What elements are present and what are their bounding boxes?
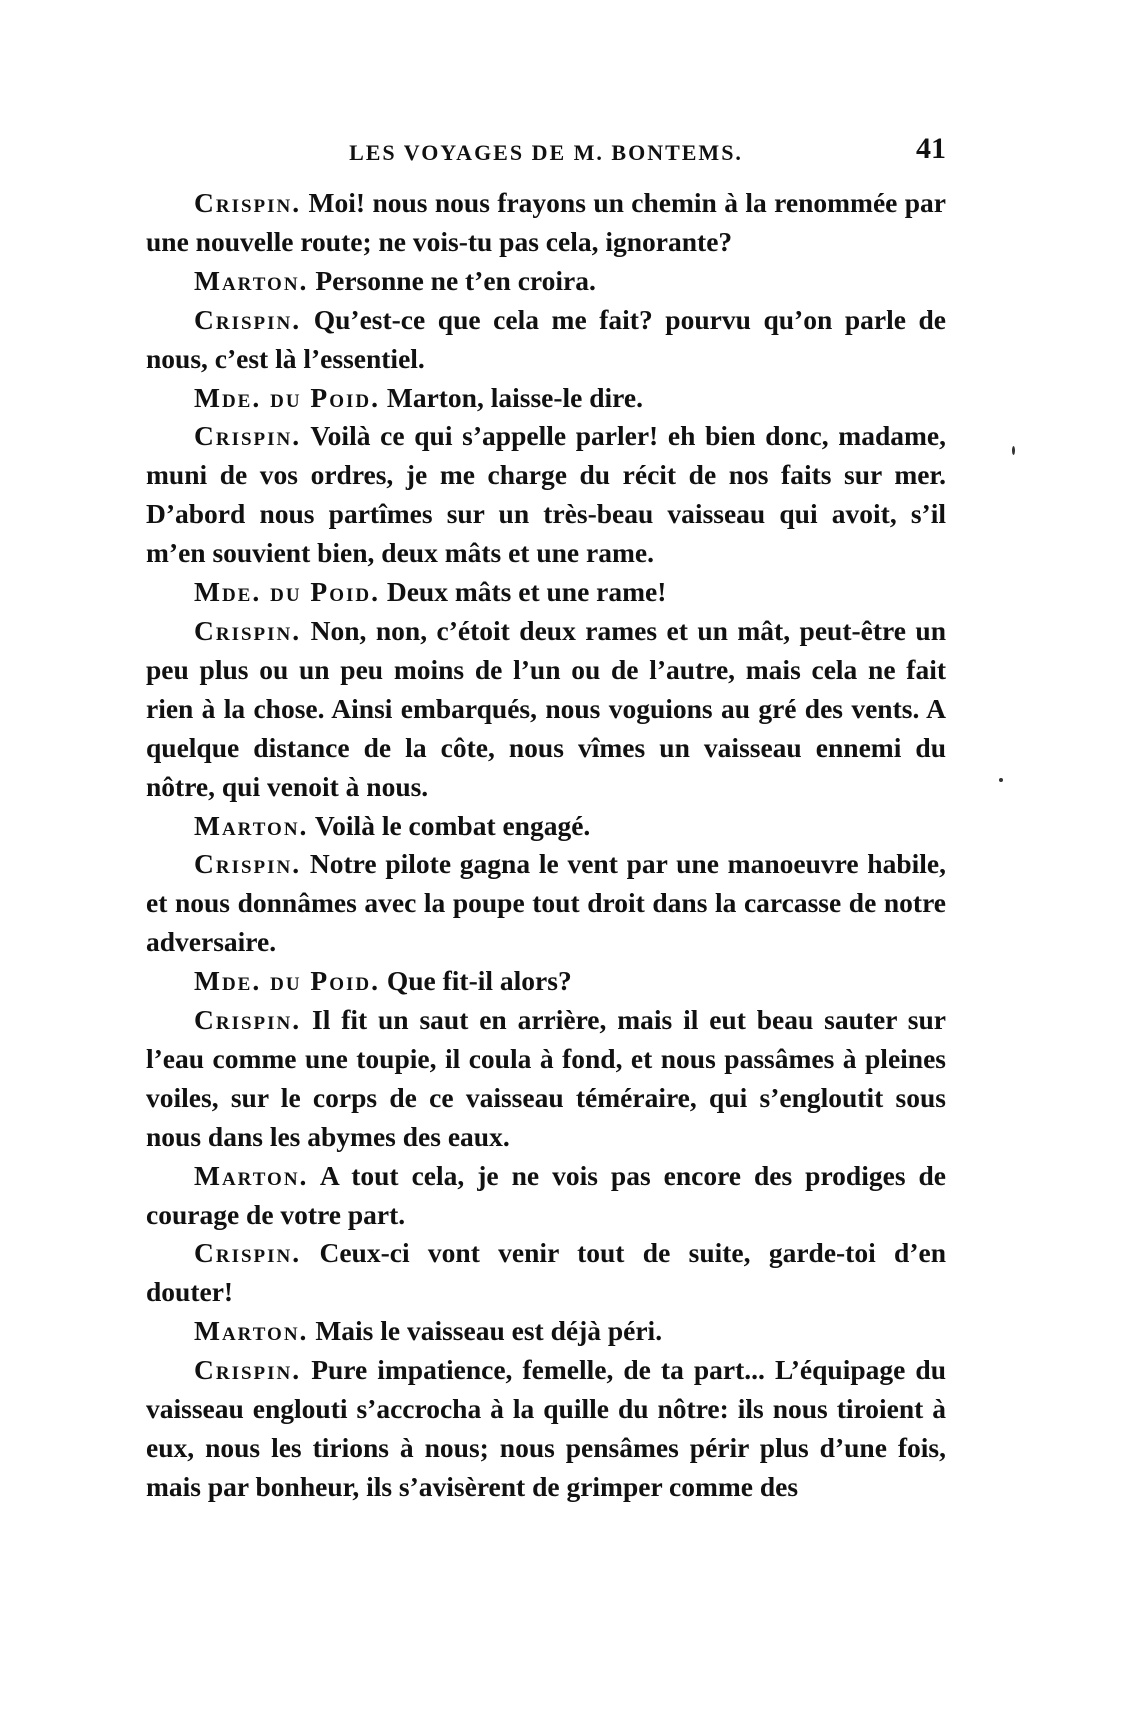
speech-text: Il fit un saut en arrière, mais il eut beau sauter sur l’eau comme une toupie, il coula à fond, et nous passâmes à pleines voiles, sur le corps de ce vaisseau téméraire, qui s’engloutit sous nous dans les abymes des eaux.: [146, 1004, 947, 1152]
speech-text: Qu’est-ce que cela me fait? pourvu qu’on parle de nous, c’est là l’essentiel.: [146, 303, 947, 374]
speech-text: Personne ne t’en croira.: [315, 264, 596, 296]
paragraph: [146, 573, 946, 612]
paragraph: [146, 379, 946, 418]
paragraph: [146, 184, 946, 262]
paragraph: [146, 1157, 946, 1235]
page-number: 41: [916, 132, 946, 165]
paragraph: [146, 807, 946, 846]
speaker-name: Crispin.: [194, 303, 302, 335]
speech-text: Moi! nous nous frayons un chemin à la renommée par une nouvelle route; ne vois-tu pas cela, ignorante?: [146, 187, 946, 257]
speaker-name: Marton.: [194, 1159, 309, 1191]
running-head: [146, 132, 946, 176]
speech-text: Ceux-ci vont venir tout de suite, garde-toi d’en douter!: [146, 1237, 947, 1308]
speech-text: Marton, laisse-le dire.: [386, 381, 643, 413]
paragraph: [146, 262, 946, 301]
scan-speck: [1012, 446, 1015, 455]
speaker-name: Crispin.: [194, 1237, 302, 1269]
paragraph: [146, 1312, 946, 1351]
speech-text: Non, non, c’étoit deux rames et un mât, peut-être un peu plus ou un peu moins de l’un ou de l’autre, mais cela ne fait rien à la chose. Ainsi embarqués, nous voguions au gré des vents. A quelque distance de la côte, nous vîmes un vaisseau ennemi du nôtre, qui venoit à nous.: [146, 614, 947, 802]
paragraph: [146, 962, 946, 1001]
paragraph: [146, 845, 946, 962]
speech-text: Que fit-il alors?: [386, 965, 572, 997]
speaker-name: Crispin.: [194, 1004, 302, 1036]
speech-text: A tout cela, je ne vois pas encore des prodiges de courage de votre part.: [146, 1159, 946, 1230]
page-body: [146, 184, 946, 1507]
paragraph: [146, 417, 946, 573]
speaker-name: Mde. du Poid.: [194, 576, 380, 608]
speech-text: Pure impatience, femelle, de ta part... L’équipage du vaisseau englouti s’accrocha à la quille du nôtre: ils nous tiroient à eux, nous les tirions à nous; nous pensâmes périr plus d’une fois, mais par bonheur, ils s’avisèrent de grimper comme des: [146, 1354, 947, 1502]
speaker-name: Crispin.: [194, 1354, 302, 1386]
speech-text: Voilà ce qui s’appelle parler! eh bien donc, madame, muni de vos ordres, je me charge du récit de nos faits sur mer. D’abord nous partîmes sur un très-beau vaisseau qui avoit, s’il m’en souvient bien, deux mâts et une rame.: [146, 420, 946, 569]
paragraph: [146, 1234, 946, 1312]
paragraph: [146, 301, 946, 379]
speaker-name: Marton.: [194, 1315, 309, 1347]
paragraph: [146, 1351, 946, 1507]
speaker-name: Crispin.: [194, 187, 302, 218]
speaker-name: Mde. du Poid.: [194, 381, 380, 413]
scan-speck: [999, 778, 1003, 782]
speaker-name: Crispin.: [194, 614, 302, 646]
speaker-name: Marton.: [194, 809, 309, 841]
speaker-name: Crispin.: [194, 420, 302, 452]
speaker-name: Marton.: [194, 264, 309, 296]
speech-text: Notre pilote gagna le vent par une manoeuvre habile, et nous donnâmes avec la poupe tout droit dans la carcasse de notre adversaire.: [146, 848, 946, 958]
running-title: LES VOYAGES DE M. BONTEMS.: [349, 140, 743, 165]
paragraph: [146, 1001, 946, 1157]
paragraph: [146, 612, 946, 807]
speech-text: Mais le vaisseau est déjà péri.: [315, 1315, 663, 1347]
speaker-name: Crispin.: [194, 848, 302, 880]
book-page: [146, 132, 946, 1507]
speech-text: Deux mâts et une rame!: [386, 576, 667, 608]
speech-text: Voilà le combat engagé.: [314, 809, 591, 841]
speaker-name: Mde. du Poid.: [194, 965, 380, 997]
